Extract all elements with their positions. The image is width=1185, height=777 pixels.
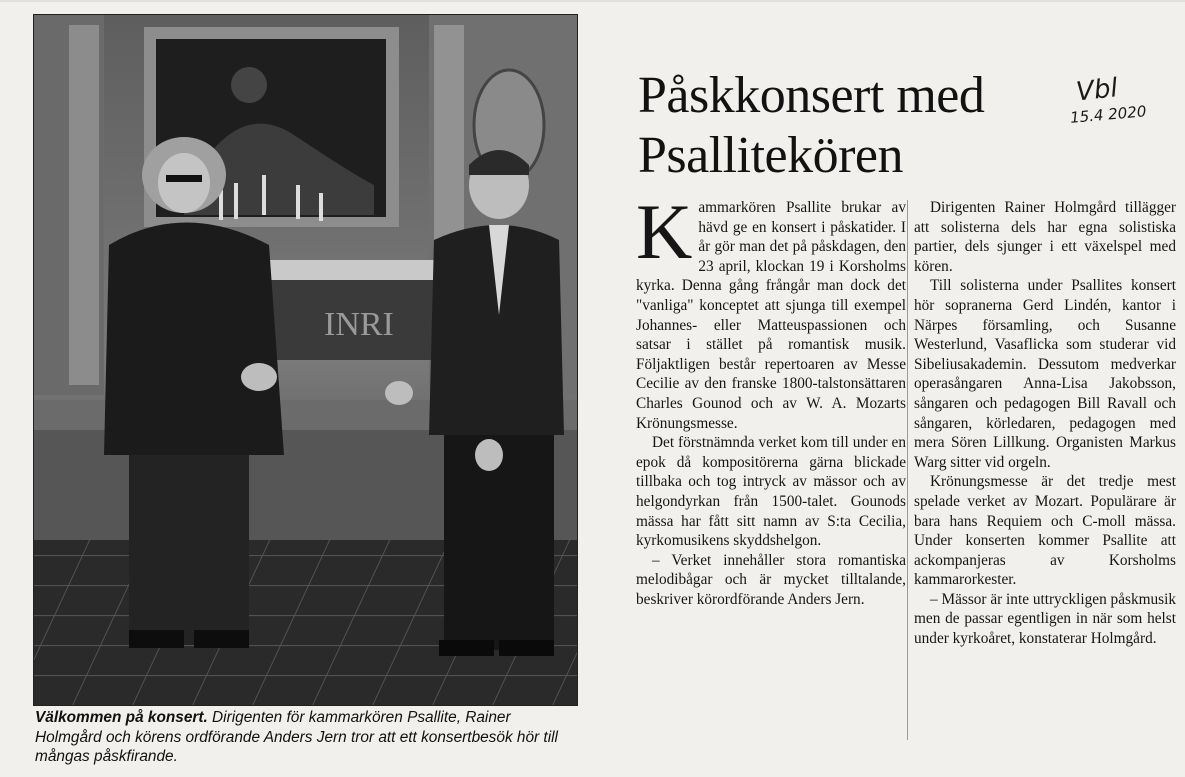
headline-line-1: Påskkonsert med bbox=[638, 67, 985, 124]
photo-caption bbox=[35, 708, 580, 767]
scan-edge bbox=[0, 0, 1185, 2]
paragraph: – Mässor är inte uttryckligen påskmusik men de passar egentligen in när som helst under kyrkoåret, konstaterar Holmgård. bbox=[914, 590, 1176, 648]
paragraph: Det förstnämnda verket kom till under en epok då kompositörerna gärna blickade tillbaka och tog intryck av mässor och av helgondyrkan från 1500-talet. Gounods mässa har fått sitt namn av S:ta Cecilia, kyrkomusikens skyddshelgon. bbox=[636, 434, 906, 550]
handwritten-source: Vbl bbox=[1074, 73, 1120, 108]
left-pillar-ornament bbox=[69, 25, 99, 385]
article-column-2 bbox=[914, 198, 1176, 649]
handwritten-note bbox=[1069, 73, 1182, 127]
paragraph: Krönungsmesse är det tredje mest spelade verket av Mozart. Populärare är bara hans Requiem och C-moll mässa. Under konserten kommer Psallite att ackompanjeras av Korsholms kammarorkester. bbox=[914, 473, 1176, 589]
column-divider bbox=[907, 200, 908, 740]
paragraph bbox=[636, 188, 906, 433]
paragraph-text: ammarkören Psallite brukar av hävd ge en konsert i påskatider. I år gör man det på påskdagen, den 23 april, klockan 19 i Korsholms kyrka. Denna gång frångår man dock det "vanliga" konceptet att sjunga till exempel Johannes- eller Matteuspassionen och satsar i stället på romantisk musik. Följaktligen består repertoaren av Messe Cecilie av den franske 1800-talstonsättaren Charles Gounod och av W. A. Mozarts Krönungsmesse. bbox=[636, 199, 906, 432]
paragraph: Dirigenten Rainer Holmgård tillägger att solisterna dels har egna solistiska partier, dels sjunger i ett växelspel med kören. bbox=[914, 199, 1176, 275]
photo bbox=[33, 14, 578, 706]
paragraph: – Verket innehåller stora romantiska melodibågar och är mycket tilltalande, beskriver körordförande Anders Jern. bbox=[636, 551, 906, 608]
headline-line-2: Psallitekören bbox=[638, 127, 904, 184]
drop-cap: K bbox=[636, 188, 693, 275]
caption-lead: Välkommen på konsert. bbox=[35, 709, 208, 726]
article-column-1 bbox=[636, 188, 906, 609]
handwritten-date: 15.4 2020 bbox=[1069, 102, 1148, 127]
altar-inscription: INRI bbox=[324, 306, 394, 343]
headline bbox=[638, 66, 1058, 186]
caption-text: Dirigenten för kammarkören Psallite, Rainer Holmgård och körens ordförande Anders Jern tror att ett konsertbesök hör till mångas påskfirande. bbox=[35, 709, 558, 765]
paragraph: Till solisterna under Psallites konsert hör sopranerna Gerd Lindén, kantor i Närpes församling, och Susanne Westerlund, Vasaflicka som studerar vid Sibeliusakademin. Dessutom medverkar operasångaren Anna-Lisa Jakobsson, sångaren och pedagogen Bill Ravall och sångaren, körledaren, pedagogen med mera Sören Lillkung. Organisten Markus Warg sitter vid orgeln. bbox=[914, 277, 1176, 471]
photo-illustration bbox=[34, 15, 577, 705]
